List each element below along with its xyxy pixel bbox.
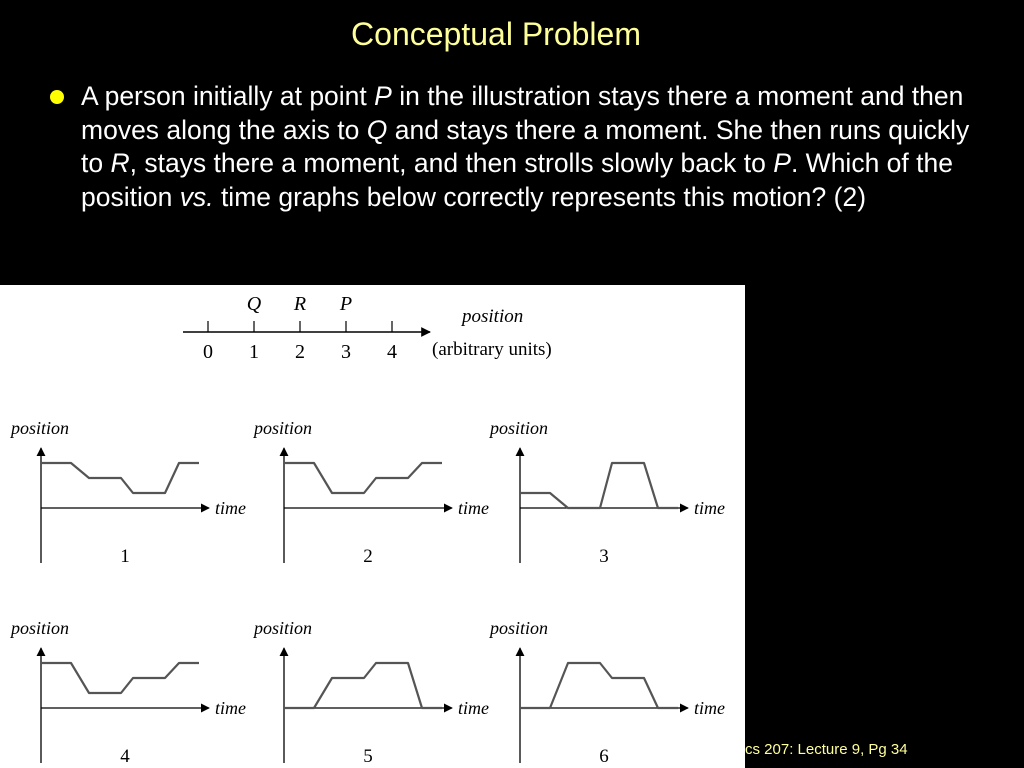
position-time-graph <box>252 618 489 767</box>
axis-point-label: P <box>339 293 353 315</box>
position-time-figure <box>0 285 745 768</box>
graph-grid <box>9 418 725 767</box>
x-axis-label: time <box>458 698 489 718</box>
slide-title: Conceptual Problem <box>351 16 641 52</box>
graph-number: 4 <box>120 746 130 767</box>
vs-text: vs. <box>179 181 214 212</box>
axis-tick-label: 4 <box>387 341 397 363</box>
graph-number: 1 <box>120 546 130 567</box>
question-part: . Which of the position <box>81 148 953 212</box>
x-axis-label: time <box>215 498 246 518</box>
y-axis-label: position <box>254 618 313 638</box>
position-time-graph <box>9 418 246 567</box>
x-axis-label: time <box>458 498 489 518</box>
graph-number: 5 <box>363 746 373 767</box>
question-part: A person initially at point <box>81 81 375 111</box>
footer-text: cs 207: Lecture 9, Pg 34 <box>745 741 908 758</box>
position-time-graph <box>488 418 725 567</box>
graph-number: 6 <box>599 746 609 767</box>
axis-tick-label: 2 <box>295 341 305 363</box>
axis-tick-label: 0 <box>203 341 213 363</box>
position-curve <box>284 463 442 493</box>
position-curve <box>520 463 678 508</box>
position-axis <box>183 293 552 363</box>
question-part: , stays there a moment, and then strolls slowly back to <box>129 148 774 178</box>
question-part: and stays there a moment. She then runs quickly to <box>81 114 970 178</box>
axis-tick-label: 1 <box>249 341 259 363</box>
position-time-graph <box>488 618 725 767</box>
position-curve <box>284 663 442 708</box>
point-q-label: Q <box>366 114 388 145</box>
question-part: time graphs below correctly represents this motion? (2) <box>213 181 867 212</box>
position-curve <box>520 663 678 708</box>
axis-point-label: R <box>293 293 307 315</box>
axis-tick-label: 3 <box>341 341 351 363</box>
question-text <box>81 80 981 214</box>
y-axis-label: position <box>11 418 70 438</box>
point-p-label: P <box>773 148 791 178</box>
y-axis-label: position <box>11 618 70 638</box>
axis-point-label: Q <box>246 293 262 315</box>
position-time-graph <box>252 418 489 567</box>
bullet-dot <box>50 90 64 104</box>
axis-label: position <box>462 306 524 327</box>
point-r-label: R <box>110 148 130 178</box>
point-p-label: P <box>374 81 392 111</box>
y-axis-label: position <box>490 418 549 438</box>
position-time-graph <box>9 618 246 767</box>
question-part: in the illustration stays there a moment and then moves along the axis to <box>81 81 964 145</box>
figure-panel <box>0 285 745 768</box>
x-axis-label: time <box>215 698 246 718</box>
graph-number: 3 <box>599 546 609 567</box>
x-axis-label: time <box>694 498 725 518</box>
graph-number: 2 <box>363 546 373 567</box>
x-axis-label: time <box>694 698 725 718</box>
y-axis-label: position <box>490 618 549 638</box>
position-curve <box>41 463 199 493</box>
axis-label-units: (arbitrary units) <box>432 339 552 360</box>
position-curve <box>41 663 199 693</box>
y-axis-label: position <box>254 418 313 438</box>
